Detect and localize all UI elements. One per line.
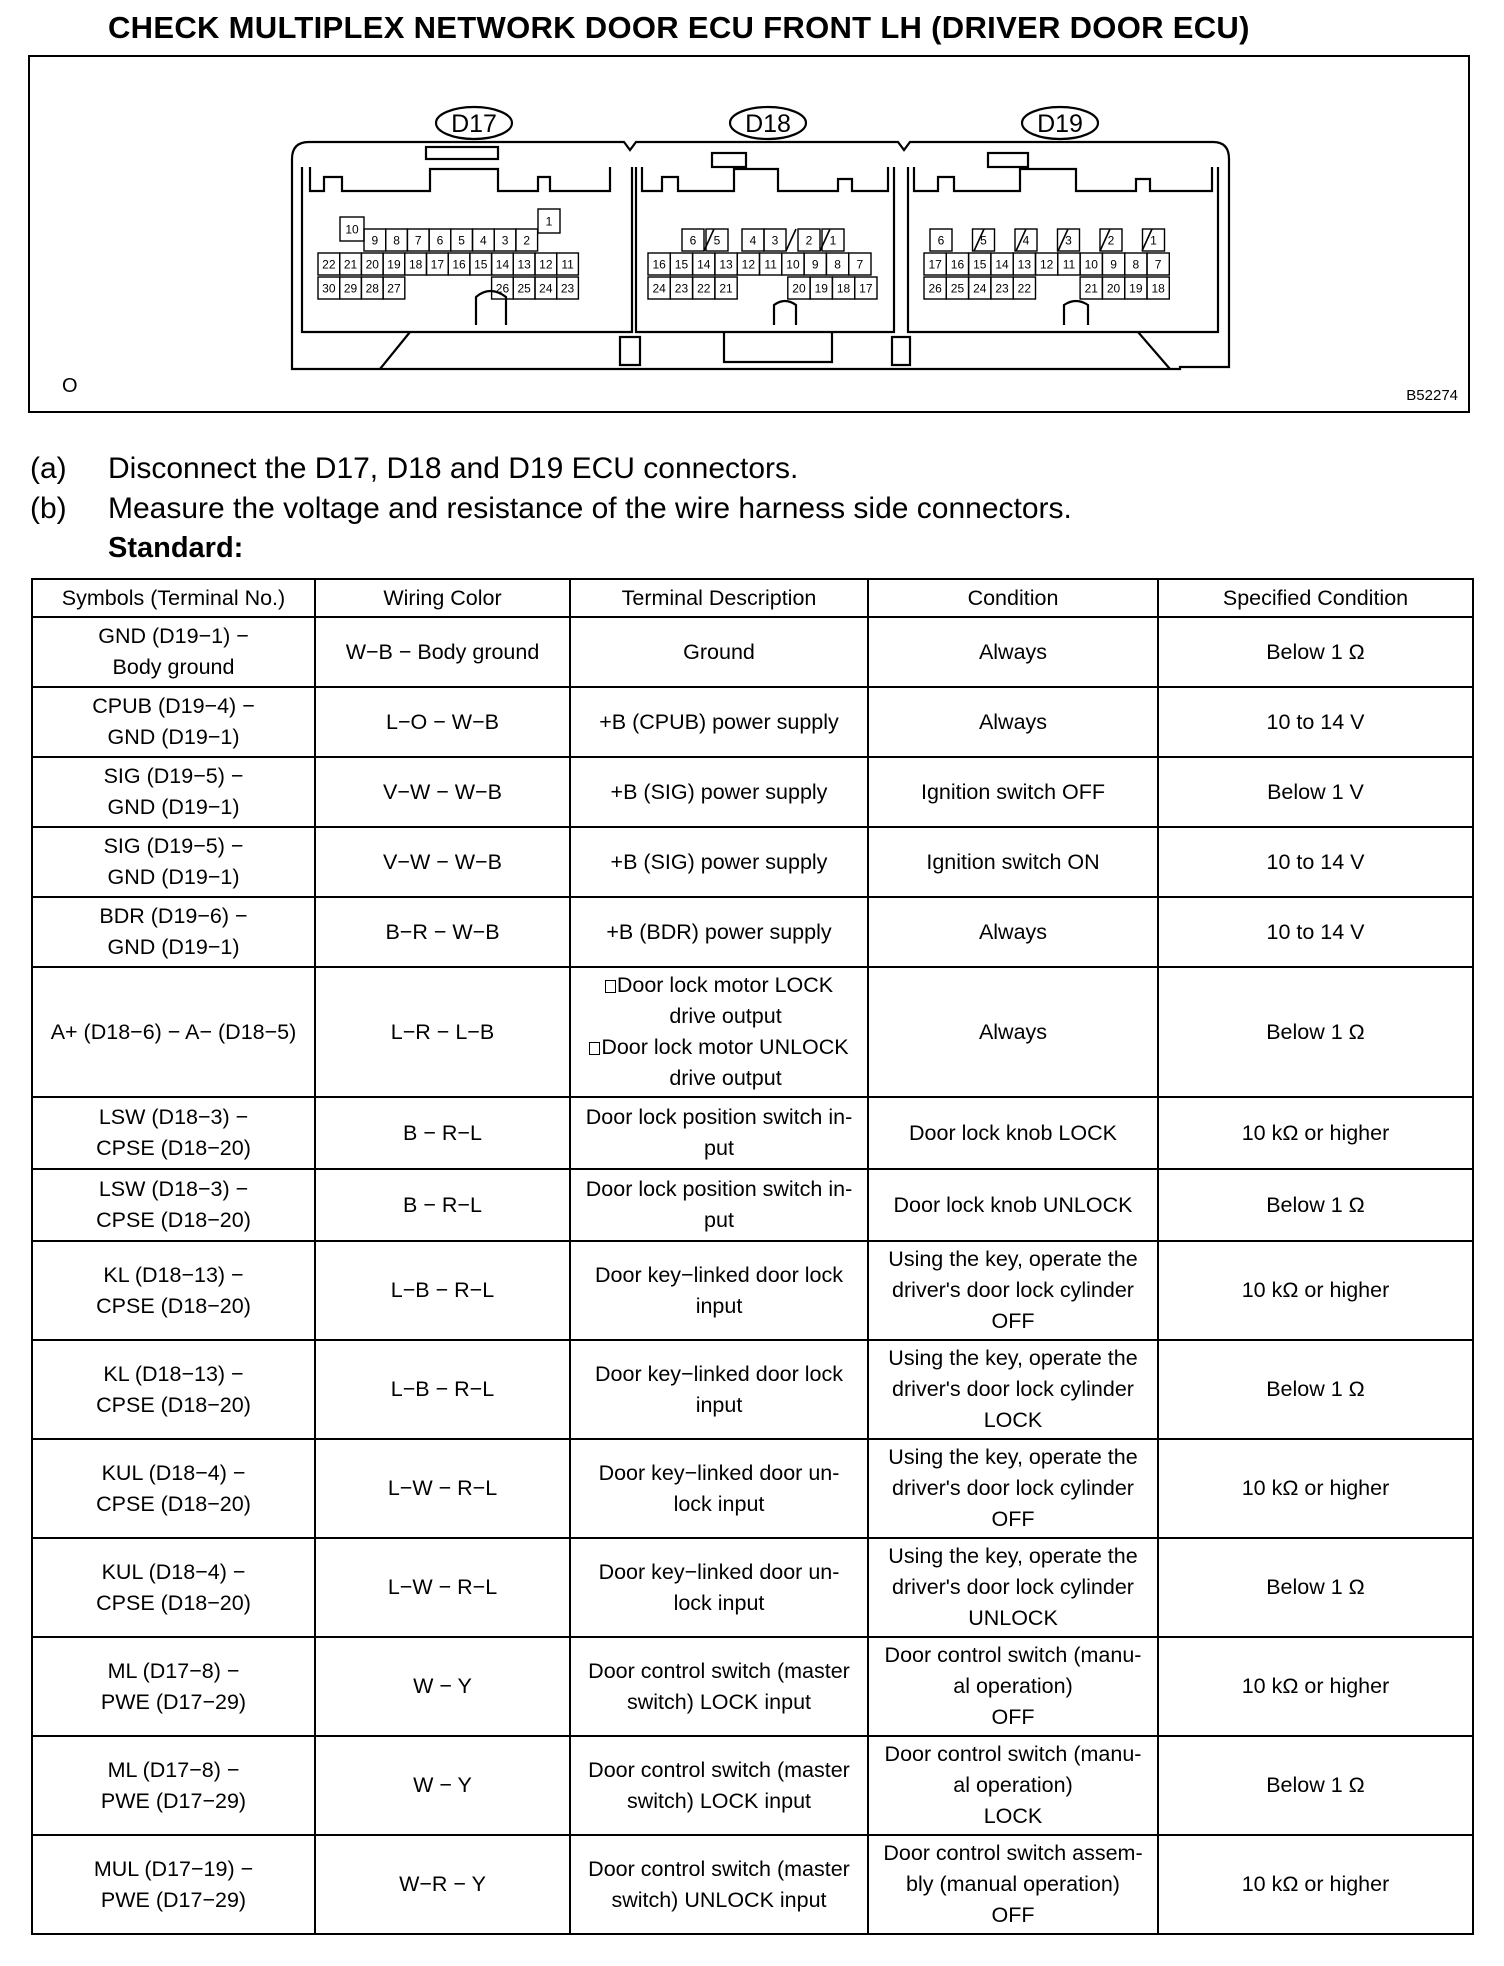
terminal-number: 12: [539, 257, 553, 272]
terminal-number: 26: [928, 281, 942, 296]
table-row: [32, 1340, 1473, 1439]
checkbox-icon: [605, 980, 616, 993]
cell-spec: 10 kΩ or higher: [1158, 1835, 1473, 1934]
terminal-number: 15: [973, 257, 987, 272]
description-list-item: [577, 1032, 861, 1094]
terminal-number: 18: [836, 281, 851, 296]
terminal-number: 11: [1062, 257, 1076, 272]
connector-label-d18: D18: [745, 110, 791, 138]
step-label: (b): [30, 492, 67, 525]
cell-spec: 10 to 14 V: [1158, 897, 1473, 967]
table-row: [32, 827, 1473, 897]
terminal-number: 2: [1107, 233, 1115, 248]
terminal-number: 23: [560, 281, 575, 296]
terminal-number: 15: [674, 257, 689, 272]
cell-description: Door control switch (master switch) UNLOCK input: [570, 1835, 868, 1934]
checkbox-icon: [589, 1042, 600, 1055]
cell-spec: 10 kΩ or higher: [1158, 1637, 1473, 1736]
cell-wiring: W−B − Body ground: [315, 617, 570, 687]
step-b: [30, 492, 1072, 526]
cell-wiring: L−W − R−L: [315, 1439, 570, 1538]
terminal-number: 10: [1084, 257, 1098, 272]
terminal-number: 19: [1129, 281, 1143, 296]
description-list-item: [577, 970, 861, 1032]
cell-wiring: L−B − R−L: [315, 1340, 570, 1439]
cell-spec: Below 1 Ω: [1158, 1736, 1473, 1835]
terminal-number: 8: [1132, 257, 1140, 272]
cell-symbols: ML (D17−8) − PWE (D17−29): [32, 1736, 315, 1835]
cell-description: +B (CPUB) power supply: [570, 687, 868, 757]
terminal-number: 25: [517, 281, 531, 296]
cell-symbols: SIG (D19−5) − GND (D19−1): [32, 827, 315, 897]
cell-description: Door control switch (master switch) LOCK input: [570, 1637, 868, 1736]
cell-description: +B (BDR) power supply: [570, 897, 868, 967]
terminal-number: 7: [1154, 257, 1162, 272]
table-row: [32, 967, 1473, 1097]
terminal-number: 20: [1106, 281, 1121, 296]
cell-spec: Below 1 Ω: [1158, 617, 1473, 687]
cell-symbols: A+ (D18−6) − A− (D18−5): [32, 967, 315, 1097]
table-row: [32, 1538, 1473, 1637]
terminal-number: 6: [937, 233, 945, 248]
cell-spec: 10 kΩ or higher: [1158, 1439, 1473, 1538]
table-row: [32, 897, 1473, 967]
cell-wiring: B − R−L: [315, 1097, 570, 1169]
terminal-number: 22: [697, 281, 711, 296]
table-header-row: [32, 579, 1473, 617]
step-a: [30, 452, 798, 486]
step-text: Disconnect the D17, D18 and D19 ECU connectors.: [108, 452, 799, 485]
terminal-number: 14: [697, 257, 711, 272]
terminal-number: 11: [764, 257, 777, 272]
header-symbols: Symbols (Terminal No.): [32, 579, 315, 617]
page-title: CHECK MULTIPLEX NETWORK DOOR ECU FRONT LH (DRIVER DOOR ECU): [108, 10, 1250, 45]
cell-wiring: L−B − R−L: [315, 1241, 570, 1340]
terminal-number: 8: [393, 233, 400, 248]
terminal-pins: [318, 209, 1169, 299]
cell-description: Door key−linked door lock input: [570, 1340, 868, 1439]
terminal-number: 6: [689, 233, 697, 248]
terminal-number: 13: [1017, 257, 1032, 272]
cell-condition: Using the key, operate the driver's door lock cylinder LOCK: [868, 1340, 1158, 1439]
cell-symbols: GND (D19−1) − Body ground: [32, 617, 315, 687]
terminal-number: 24: [539, 281, 553, 296]
step-label: (a): [30, 452, 67, 485]
terminal-number: 6: [436, 233, 444, 248]
terminal-number: 8: [834, 257, 841, 272]
terminal-number: 7: [856, 257, 864, 272]
terminal-number: 22: [1017, 281, 1032, 296]
cell-condition: Always: [868, 967, 1158, 1097]
cell-spec: 10 kΩ or higher: [1158, 1097, 1473, 1169]
terminal-number: 14: [995, 257, 1009, 272]
cell-condition: Door lock knob LOCK: [868, 1097, 1158, 1169]
cell-wiring: L−R − L−B: [315, 967, 570, 1097]
cell-spec: Below 1 Ω: [1158, 967, 1473, 1097]
cell-wiring: B−R − W−B: [315, 897, 570, 967]
cell-description: Door control switch (master switch) LOCK input: [570, 1736, 868, 1835]
cell-condition: Using the key, operate the driver's door lock cylinder OFF: [868, 1439, 1158, 1538]
terminal-number: 1: [545, 214, 553, 229]
cell-symbols: BDR (D19−6) − GND (D19−1): [32, 897, 315, 967]
cell-condition: Always: [868, 617, 1158, 687]
terminal-number: 12: [1039, 257, 1054, 272]
terminal-number: 18: [1151, 281, 1165, 296]
cell-condition: Door control switch assem- bly (manual operation) OFF: [868, 1835, 1158, 1934]
terminal-number: 16: [452, 257, 466, 272]
cell-condition: Ignition switch OFF: [868, 757, 1158, 827]
terminal-number: 15: [474, 257, 488, 272]
terminal-number: 2: [523, 233, 531, 248]
terminal-number: 19: [814, 281, 828, 296]
terminal-number: 18: [408, 257, 423, 272]
table-row: [32, 1097, 1473, 1169]
cell-wiring: W − Y: [315, 1637, 570, 1736]
cell-wiring: V−W − W−B: [315, 827, 570, 897]
connector-label-d17: D17: [451, 110, 497, 138]
header-condition: Condition: [868, 579, 1158, 617]
cell-spec: 10 to 14 V: [1158, 827, 1473, 897]
step-text: Measure the voltage and resistance of the wire harness side connectors.: [108, 492, 1072, 525]
terminal-number: 3: [771, 233, 779, 248]
terminal-number: 21: [719, 281, 733, 296]
connector-label-d19: D19: [1037, 110, 1083, 138]
terminal-number: 24: [973, 281, 987, 296]
cell-wiring: L−O − W−B: [315, 687, 570, 757]
connector-diagram: [28, 55, 1470, 413]
cell-condition: Door control switch (manu- al operation) OFF: [868, 1637, 1158, 1736]
terminal-number: 13: [719, 257, 733, 272]
terminal-number: 20: [792, 281, 806, 296]
terminal-number: 10: [786, 257, 800, 272]
terminal-number: 2: [805, 233, 813, 248]
cell-description: Door key−linked door un- lock input: [570, 1439, 868, 1538]
cell-symbols: ML (D17−8) − PWE (D17−29): [32, 1637, 315, 1736]
terminal-number: 10: [345, 222, 359, 237]
terminal-number: 16: [652, 257, 666, 272]
terminal-number: 25: [950, 281, 965, 296]
terminal-number: 26: [495, 281, 510, 296]
terminal-number: 9: [1110, 257, 1117, 272]
cell-description: Door key−linked door un- lock input: [570, 1538, 868, 1637]
figure-code: B52274: [1406, 387, 1458, 404]
cell-symbols: LSW (D18−3) − CPSE (D18−20): [32, 1097, 315, 1169]
cell-spec: Below 1 Ω: [1158, 1169, 1473, 1241]
terminal-number: 4: [480, 233, 487, 248]
table-row: [32, 687, 1473, 757]
terminal-number: 14: [495, 257, 510, 272]
terminal-number: 3: [501, 233, 509, 248]
cell-symbols: LSW (D18−3) − CPSE (D18−20): [32, 1169, 315, 1241]
terminal-number: 30: [322, 281, 336, 296]
table-row: [32, 1241, 1473, 1340]
terminal-number: 19: [387, 257, 401, 272]
terminal-number: 21: [343, 257, 358, 272]
terminal-number: 29: [343, 281, 358, 296]
cell-condition: Using the key, operate the driver's door lock cylinder UNLOCK: [868, 1538, 1158, 1637]
terminal-number: 9: [371, 233, 379, 248]
terminal-number: 20: [365, 257, 379, 272]
pair-slash-mark: [786, 229, 796, 251]
cell-condition: Always: [868, 897, 1158, 967]
terminal-number: 21: [1084, 281, 1098, 296]
header-description: Terminal Description: [570, 579, 868, 617]
terminal-number: 5: [980, 233, 987, 248]
cell-symbols: MUL (D17−19) − PWE (D17−29): [32, 1835, 315, 1934]
cell-condition: Always: [868, 687, 1158, 757]
cell-symbols: CPUB (D19−4) − GND (D19−1): [32, 687, 315, 757]
cell-symbols: KL (D18−13) − CPSE (D18−20): [32, 1340, 315, 1439]
terminal-number: 1: [1150, 233, 1157, 248]
cell-symbols: SIG (D19−5) − GND (D19−1): [32, 757, 315, 827]
cell-description: +B (SIG) power supply: [570, 827, 868, 897]
terminal-number: 16: [950, 257, 965, 272]
cell-wiring: B − R−L: [315, 1169, 570, 1241]
description-text: Door lock motor UNLOCK drive output: [601, 1035, 849, 1090]
cell-description: Ground: [570, 617, 868, 687]
terminal-number: 28: [365, 281, 379, 296]
table-row: [32, 617, 1473, 687]
cell-wiring: L−W − R−L: [315, 1538, 570, 1637]
cell-symbols: KUL (D18−4) − CPSE (D18−20): [32, 1439, 315, 1538]
terminal-number: 4: [749, 233, 757, 248]
cell-condition: Ignition switch ON: [868, 827, 1158, 897]
terminal-number: 9: [811, 257, 819, 272]
header-wiring: Wiring Color: [315, 579, 570, 617]
cell-condition: Using the key, operate the driver's door lock cylinder OFF: [868, 1241, 1158, 1340]
cell-condition: Door lock knob UNLOCK: [868, 1169, 1158, 1241]
table-row: [32, 1835, 1473, 1934]
cell-description: [570, 967, 868, 1097]
cell-description: Door key−linked door lock input: [570, 1241, 868, 1340]
table-row: [32, 1637, 1473, 1736]
standard-label: Standard:: [108, 532, 244, 564]
terminal-number: 1: [829, 233, 837, 248]
terminal-number: 5: [458, 233, 465, 248]
spec-table: [31, 578, 1474, 1935]
cell-condition: Door control switch (manu- al operation) LOCK: [868, 1736, 1158, 1835]
cell-spec: 10 to 14 V: [1158, 687, 1473, 757]
cell-symbols: KUL (D18−4) − CPSE (D18−20): [32, 1538, 315, 1637]
table-row: [32, 757, 1473, 827]
cell-description: +B (SIG) power supply: [570, 757, 868, 827]
terminal-number: 17: [430, 257, 445, 272]
terminal-number: 17: [928, 257, 942, 272]
cell-description: Door lock position switch in- put: [570, 1097, 868, 1169]
terminal-number: 4: [1022, 233, 1030, 248]
corner-mark: O: [62, 375, 78, 397]
table-row: [32, 1736, 1473, 1835]
cell-description: Door lock position switch in- put: [570, 1169, 868, 1241]
terminal-number: 11: [561, 257, 574, 272]
terminal-number: 3: [1065, 233, 1072, 248]
table-row: [32, 1439, 1473, 1538]
header-spec: Specified Condition: [1158, 579, 1473, 617]
terminal-number: 7: [414, 233, 422, 248]
cell-wiring: W − Y: [315, 1736, 570, 1835]
cell-spec: Below 1 Ω: [1158, 1538, 1473, 1637]
terminal-number: 17: [859, 281, 873, 296]
connector-housing: [292, 107, 1229, 369]
description-text: Door lock motor LOCK drive output: [616, 973, 834, 1028]
terminal-number: 23: [674, 281, 689, 296]
cell-spec: Below 1 Ω: [1158, 1340, 1473, 1439]
terminal-number: 23: [995, 281, 1009, 296]
terminal-number: 22: [322, 257, 336, 272]
terminal-number: 12: [741, 257, 756, 272]
terminal-number: 24: [652, 281, 666, 296]
connector-drawing: [30, 57, 1468, 411]
cell-spec: Below 1 V: [1158, 757, 1473, 827]
terminal-number: 5: [713, 233, 721, 248]
cell-wiring: V−W − W−B: [315, 757, 570, 827]
cell-wiring: W−R − Y: [315, 1835, 570, 1934]
terminal-number: 13: [517, 257, 531, 272]
table-row: [32, 1169, 1473, 1241]
terminal-number: 27: [387, 281, 401, 296]
cell-symbols: KL (D18−13) − CPSE (D18−20): [32, 1241, 315, 1340]
cell-spec: 10 kΩ or higher: [1158, 1241, 1473, 1340]
